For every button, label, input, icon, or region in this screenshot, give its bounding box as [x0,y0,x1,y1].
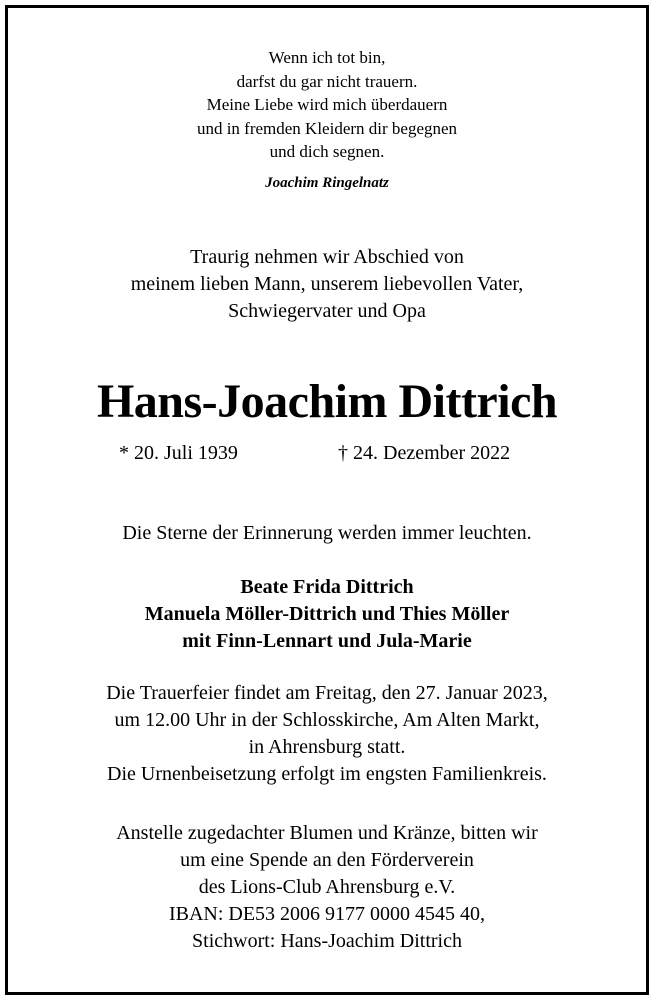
service-line: Die Urnenbeisetzung erfolgt im engsten Familienkreis. [107,763,547,785]
service-line: in Ahrensburg statt. [248,736,406,758]
intro-text [0,244,654,325]
donation-line: des Lions-Club Ahrensburg e.V. [198,876,456,898]
family-members [0,574,654,655]
birth-date: * 20. Juli 1939 [119,442,238,464]
donation-iban: IBAN: DE53 2006 9177 0000 4545 40, [168,903,486,925]
funeral-service-info [0,680,654,788]
donation-info [0,820,654,955]
family-line: mit Finn-Lennart und Jula-Marie [182,630,472,652]
poem-line: darfst du gar nicht trauern. [236,71,418,91]
deceased-name: Hans-Joachim Dittrich [96,375,558,428]
poem-line: und in fremden Kleidern dir begegnen [196,118,458,138]
service-line: um 12.00 Uhr in der Schlosskirche, Am Alten Markt, [114,709,540,731]
service-line: Die Trauerfeier findet am Freitag, den 27. Januar 2023, [106,682,548,704]
intro-line: meinem lieben Mann, unserem liebevollen Vater, [130,273,524,295]
poem [0,46,654,164]
intro-line: Traurig nehmen wir Abschied von [190,246,464,268]
memorial-motto: Die Sterne der Erinnerung werden immer leuchten. [122,522,532,544]
donation-keyword: Stichwort: Hans-Joachim Dittrich [192,930,462,952]
poem-author: Joachim Ringelnatz [265,175,389,191]
death-date: † 24. Dezember 2022 [338,442,511,464]
poem-line: Meine Liebe wird mich überdauern [206,95,448,114]
donation-line: um eine Spende an den Förderverein [180,849,474,871]
family-line: Manuela Möller-Dittrich und Thies Möller [144,603,510,625]
intro-line: Schwiegervater und Opa [228,300,426,322]
poem-line: Wenn ich tot bin, [268,48,386,67]
donation-line: Anstelle zugedachter Blumen und Kränze, bitten wir [116,822,538,844]
family-line: Beate Frida Dittrich [240,576,414,598]
poem-line: und dich segnen. [269,142,385,161]
